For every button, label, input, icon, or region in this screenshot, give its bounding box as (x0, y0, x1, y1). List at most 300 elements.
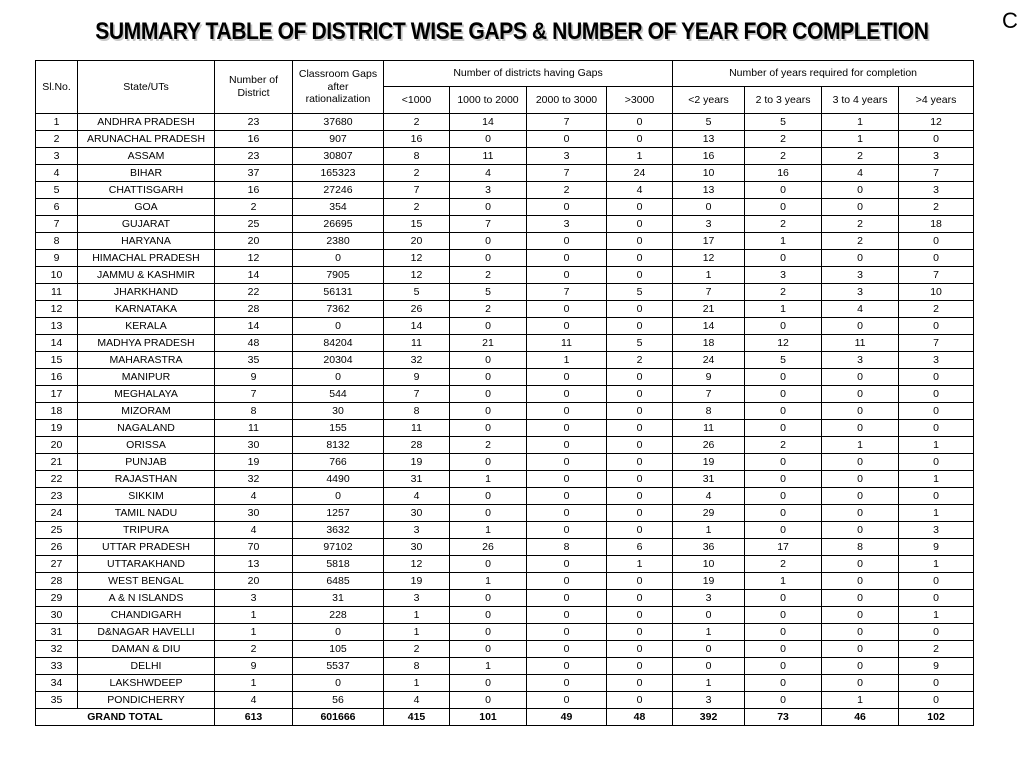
total-cell: 415 (384, 709, 450, 726)
table-row (36, 420, 974, 437)
gap-lt-1000-cell: 2 (384, 165, 450, 182)
gap-1000-2000-cell: 21 (450, 335, 527, 352)
years-lt-2-cell: 3 (673, 692, 745, 709)
state-name-cell: PONDICHERRY (78, 692, 215, 709)
table-row (36, 675, 974, 692)
gap-lt-1000-cell: 15 (384, 216, 450, 233)
gap-1000-2000-cell: 0 (450, 590, 527, 607)
years-3-4-cell: 1 (822, 131, 899, 148)
header-districts-group: Number of districts having Gaps (384, 61, 673, 87)
years-3-4-cell: 1 (822, 437, 899, 454)
years-gt-4-cell: 0 (899, 420, 974, 437)
years-2-3-cell: 12 (745, 335, 822, 352)
years-3-4-cell: 0 (822, 369, 899, 386)
state-name-cell: SIKKIM (78, 488, 215, 505)
table-row (36, 386, 974, 403)
gap-1000-2000-cell: 26 (450, 539, 527, 556)
years-gt-4-cell: 3 (899, 352, 974, 369)
classroom-gaps-cell: 228 (293, 607, 384, 624)
gap-1000-2000-cell: 0 (450, 403, 527, 420)
gap-lt-1000-cell: 2 (384, 641, 450, 658)
gap-gt-3000-cell: 0 (607, 233, 673, 250)
classroom-gaps-cell: 30 (293, 403, 384, 420)
years-3-4-cell: 0 (822, 607, 899, 624)
gap-1000-2000-cell: 0 (450, 454, 527, 471)
state-name-cell: DAMAN & DIU (78, 641, 215, 658)
years-lt-2-cell: 3 (673, 216, 745, 233)
classroom-gaps-cell: 3632 (293, 522, 384, 539)
gap-2000-3000-cell: 0 (527, 403, 607, 420)
classroom-gaps-cell: 0 (293, 488, 384, 505)
slno-cell: 4 (36, 165, 78, 182)
slno-cell: 33 (36, 658, 78, 675)
years-lt-2-cell: 1 (673, 267, 745, 284)
district-count-cell: 8 (215, 403, 293, 420)
years-2-3-cell: 1 (745, 301, 822, 318)
slno-cell: 14 (36, 335, 78, 352)
gap-gt-3000-cell: 24 (607, 165, 673, 182)
classroom-gaps-cell: 0 (293, 675, 384, 692)
district-count-cell: 9 (215, 658, 293, 675)
years-lt-2-cell: 0 (673, 658, 745, 675)
gap-lt-1000-cell: 7 (384, 386, 450, 403)
district-count-cell: 30 (215, 505, 293, 522)
classroom-gaps-cell: 0 (293, 369, 384, 386)
gap-gt-3000-cell: 4 (607, 182, 673, 199)
gap-2000-3000-cell: 0 (527, 692, 607, 709)
gap-gt-3000-cell: 0 (607, 658, 673, 675)
classroom-gaps-cell: 7362 (293, 301, 384, 318)
gap-1000-2000-cell: 0 (450, 607, 527, 624)
years-2-3-cell: 0 (745, 386, 822, 403)
years-3-4-cell: 0 (822, 505, 899, 522)
district-count-cell: 37 (215, 165, 293, 182)
gap-lt-1000-cell: 1 (384, 675, 450, 692)
district-count-cell: 19 (215, 454, 293, 471)
table-row (36, 267, 974, 284)
years-gt-4-cell: 1 (899, 471, 974, 488)
table-row (36, 505, 974, 522)
gap-2000-3000-cell: 0 (527, 267, 607, 284)
district-count-cell: 48 (215, 335, 293, 352)
table-row (36, 556, 974, 573)
state-name-cell: RAJASTHAN (78, 471, 215, 488)
gap-2000-3000-cell: 1 (527, 352, 607, 369)
gap-gt-3000-cell: 0 (607, 573, 673, 590)
gap-lt-1000-cell: 2 (384, 199, 450, 216)
gap-lt-1000-cell: 19 (384, 454, 450, 471)
classroom-gaps-cell: 8132 (293, 437, 384, 454)
years-lt-2-cell: 19 (673, 454, 745, 471)
gap-gt-3000-cell: 0 (607, 590, 673, 607)
gap-2000-3000-cell: 0 (527, 369, 607, 386)
years-lt-2-cell: 13 (673, 182, 745, 199)
years-gt-4-cell: 7 (899, 267, 974, 284)
district-count-cell: 1 (215, 675, 293, 692)
district-count-cell: 28 (215, 301, 293, 318)
years-3-4-cell: 0 (822, 420, 899, 437)
gap-gt-3000-cell: 0 (607, 369, 673, 386)
state-name-cell: A & N ISLANDS (78, 590, 215, 607)
slno-cell: 19 (36, 420, 78, 437)
gap-gt-3000-cell: 0 (607, 199, 673, 216)
years-gt-4-cell: 0 (899, 675, 974, 692)
gap-1000-2000-cell: 1 (450, 471, 527, 488)
years-lt-2-cell: 0 (673, 607, 745, 624)
district-count-cell: 25 (215, 216, 293, 233)
slno-cell: 24 (36, 505, 78, 522)
years-gt-4-cell: 0 (899, 454, 974, 471)
gap-1000-2000-cell: 0 (450, 199, 527, 216)
slno-cell: 9 (36, 250, 78, 267)
classroom-gaps-cell: 0 (293, 318, 384, 335)
header-districts-1000-2000: 1000 to 2000 (450, 87, 527, 114)
gap-2000-3000-cell: 0 (527, 573, 607, 590)
state-name-cell: PUNJAB (78, 454, 215, 471)
table-row (36, 148, 974, 165)
district-count-cell: 3 (215, 590, 293, 607)
years-gt-4-cell: 10 (899, 284, 974, 301)
years-2-3-cell: 2 (745, 148, 822, 165)
gap-2000-3000-cell: 0 (527, 505, 607, 522)
gap-2000-3000-cell: 0 (527, 590, 607, 607)
district-count-cell: 20 (215, 573, 293, 590)
grand-total-label: GRAND TOTAL (36, 709, 215, 726)
years-2-3-cell: 0 (745, 182, 822, 199)
slno-cell: 7 (36, 216, 78, 233)
years-3-4-cell: 8 (822, 539, 899, 556)
years-3-4-cell: 2 (822, 148, 899, 165)
total-cell: 73 (745, 709, 822, 726)
years-3-4-cell: 0 (822, 658, 899, 675)
years-lt-2-cell: 16 (673, 148, 745, 165)
classroom-gaps-cell: 1257 (293, 505, 384, 522)
years-gt-4-cell: 3 (899, 148, 974, 165)
gap-1000-2000-cell: 0 (450, 675, 527, 692)
classroom-gaps-cell: 766 (293, 454, 384, 471)
classroom-gaps-cell: 31 (293, 590, 384, 607)
table-row (36, 437, 974, 454)
gap-lt-1000-cell: 16 (384, 131, 450, 148)
total-cell: 613 (215, 709, 293, 726)
years-gt-4-cell: 0 (899, 403, 974, 420)
state-name-cell: KARNATAKA (78, 301, 215, 318)
state-name-cell: ARUNACHAL PRADESH (78, 131, 215, 148)
years-2-3-cell: 0 (745, 624, 822, 641)
years-lt-2-cell: 21 (673, 301, 745, 318)
table-row (36, 454, 974, 471)
years-2-3-cell: 1 (745, 573, 822, 590)
gap-gt-3000-cell: 1 (607, 148, 673, 165)
years-gt-4-cell: 1 (899, 437, 974, 454)
slno-cell: 16 (36, 369, 78, 386)
years-3-4-cell: 0 (822, 573, 899, 590)
years-2-3-cell: 1 (745, 233, 822, 250)
years-2-3-cell: 0 (745, 250, 822, 267)
state-name-cell: ASSAM (78, 148, 215, 165)
gap-gt-3000-cell: 0 (607, 454, 673, 471)
gap-1000-2000-cell: 5 (450, 284, 527, 301)
gap-gt-3000-cell: 2 (607, 352, 673, 369)
district-count-cell: 13 (215, 556, 293, 573)
gap-gt-3000-cell: 0 (607, 522, 673, 539)
years-gt-4-cell: 0 (899, 624, 974, 641)
table-row (36, 131, 974, 148)
years-gt-4-cell: 0 (899, 131, 974, 148)
years-gt-4-cell: 3 (899, 182, 974, 199)
years-2-3-cell: 0 (745, 369, 822, 386)
district-count-cell: 14 (215, 318, 293, 335)
years-gt-4-cell: 18 (899, 216, 974, 233)
gap-1000-2000-cell: 0 (450, 318, 527, 335)
years-3-4-cell: 4 (822, 301, 899, 318)
gap-lt-1000-cell: 12 (384, 250, 450, 267)
district-count-cell: 2 (215, 641, 293, 658)
state-name-cell: CHATTISGARH (78, 182, 215, 199)
years-2-3-cell: 2 (745, 216, 822, 233)
state-name-cell: JHARKHAND (78, 284, 215, 301)
gap-lt-1000-cell: 3 (384, 522, 450, 539)
table-row (36, 335, 974, 352)
gap-2000-3000-cell: 0 (527, 675, 607, 692)
state-name-cell: ORISSA (78, 437, 215, 454)
gap-lt-1000-cell: 1 (384, 624, 450, 641)
years-lt-2-cell: 24 (673, 352, 745, 369)
gap-lt-1000-cell: 9 (384, 369, 450, 386)
total-cell: 48 (607, 709, 673, 726)
table-row (36, 233, 974, 250)
table-row (36, 301, 974, 318)
district-count-cell: 30 (215, 437, 293, 454)
gap-lt-1000-cell: 11 (384, 420, 450, 437)
header-state: State/UTs (78, 61, 215, 114)
years-3-4-cell: 2 (822, 216, 899, 233)
years-3-4-cell: 1 (822, 114, 899, 131)
years-gt-4-cell: 1 (899, 556, 974, 573)
classroom-gaps-cell: 56131 (293, 284, 384, 301)
state-name-cell: LAKSHWDEEP (78, 675, 215, 692)
slno-cell: 32 (36, 641, 78, 658)
district-count-cell: 7 (215, 386, 293, 403)
classroom-gaps-cell: 354 (293, 199, 384, 216)
years-gt-4-cell: 12 (899, 114, 974, 131)
years-lt-2-cell: 36 (673, 539, 745, 556)
years-lt-2-cell: 7 (673, 284, 745, 301)
gap-lt-1000-cell: 8 (384, 148, 450, 165)
table-row (36, 250, 974, 267)
years-gt-4-cell: 0 (899, 573, 974, 590)
years-3-4-cell: 0 (822, 471, 899, 488)
gap-2000-3000-cell: 3 (527, 216, 607, 233)
years-gt-4-cell: 2 (899, 199, 974, 216)
years-gt-4-cell: 9 (899, 658, 974, 675)
table-row (36, 658, 974, 675)
years-3-4-cell: 0 (822, 250, 899, 267)
total-cell: 601666 (293, 709, 384, 726)
classroom-gaps-cell: 56 (293, 692, 384, 709)
gap-1000-2000-cell: 2 (450, 301, 527, 318)
state-name-cell: KERALA (78, 318, 215, 335)
years-lt-2-cell: 29 (673, 505, 745, 522)
table-row (36, 352, 974, 369)
classroom-gaps-cell: 0 (293, 624, 384, 641)
gap-2000-3000-cell: 0 (527, 301, 607, 318)
years-3-4-cell: 4 (822, 165, 899, 182)
gap-2000-3000-cell: 0 (527, 437, 607, 454)
years-gt-4-cell: 0 (899, 250, 974, 267)
gap-lt-1000-cell: 11 (384, 335, 450, 352)
years-gt-4-cell: 1 (899, 505, 974, 522)
district-count-cell: 2 (215, 199, 293, 216)
state-name-cell: HIMACHAL PRADESH (78, 250, 215, 267)
gap-2000-3000-cell: 0 (527, 250, 607, 267)
classroom-gaps-cell: 155 (293, 420, 384, 437)
grand-total-row (36, 709, 974, 726)
gap-gt-3000-cell: 0 (607, 216, 673, 233)
classroom-gaps-cell: 105 (293, 641, 384, 658)
slno-cell: 27 (36, 556, 78, 573)
gap-gt-3000-cell: 0 (607, 488, 673, 505)
years-2-3-cell: 0 (745, 522, 822, 539)
gap-2000-3000-cell: 0 (527, 318, 607, 335)
years-lt-2-cell: 1 (673, 624, 745, 641)
gap-lt-1000-cell: 4 (384, 488, 450, 505)
slno-cell: 29 (36, 590, 78, 607)
gap-2000-3000-cell: 0 (527, 641, 607, 658)
years-lt-2-cell: 13 (673, 131, 745, 148)
years-2-3-cell: 0 (745, 488, 822, 505)
gap-1000-2000-cell: 0 (450, 131, 527, 148)
table-row (36, 318, 974, 335)
slno-cell: 10 (36, 267, 78, 284)
years-lt-2-cell: 0 (673, 199, 745, 216)
table-row (36, 641, 974, 658)
years-lt-2-cell: 18 (673, 335, 745, 352)
gap-2000-3000-cell: 7 (527, 165, 607, 182)
slno-cell: 8 (36, 233, 78, 250)
gap-lt-1000-cell: 5 (384, 284, 450, 301)
district-count-cell: 16 (215, 182, 293, 199)
classroom-gaps-cell: 7905 (293, 267, 384, 284)
gap-lt-1000-cell: 32 (384, 352, 450, 369)
years-lt-2-cell: 4 (673, 488, 745, 505)
years-2-3-cell: 2 (745, 131, 822, 148)
gap-gt-3000-cell: 0 (607, 471, 673, 488)
gap-gt-3000-cell: 0 (607, 114, 673, 131)
years-3-4-cell: 2 (822, 233, 899, 250)
state-name-cell: HARYANA (78, 233, 215, 250)
state-name-cell: ANDHRA PRADESH (78, 114, 215, 131)
years-gt-4-cell: 0 (899, 233, 974, 250)
slno-cell: 25 (36, 522, 78, 539)
gap-2000-3000-cell: 7 (527, 114, 607, 131)
years-3-4-cell: 0 (822, 624, 899, 641)
classroom-gaps-cell: 26695 (293, 216, 384, 233)
gap-2000-3000-cell: 0 (527, 386, 607, 403)
years-3-4-cell: 0 (822, 556, 899, 573)
summary-table (35, 60, 974, 726)
years-2-3-cell: 3 (745, 267, 822, 284)
gap-lt-1000-cell: 20 (384, 233, 450, 250)
gap-2000-3000-cell: 11 (527, 335, 607, 352)
years-3-4-cell: 3 (822, 267, 899, 284)
years-lt-2-cell: 3 (673, 590, 745, 607)
header-slno: Sl.No. (36, 61, 78, 114)
district-count-cell: 4 (215, 522, 293, 539)
gap-gt-3000-cell: 5 (607, 284, 673, 301)
classroom-gaps-cell: 6485 (293, 573, 384, 590)
gap-gt-3000-cell: 0 (607, 250, 673, 267)
years-2-3-cell: 0 (745, 199, 822, 216)
gap-lt-1000-cell: 12 (384, 556, 450, 573)
years-3-4-cell: 0 (822, 675, 899, 692)
state-name-cell: MEGHALAYA (78, 386, 215, 403)
table-row (36, 165, 974, 182)
years-lt-2-cell: 17 (673, 233, 745, 250)
table-row (36, 488, 974, 505)
district-count-cell: 23 (215, 148, 293, 165)
table-body (36, 114, 974, 709)
years-lt-2-cell: 7 (673, 386, 745, 403)
years-gt-4-cell: 0 (899, 386, 974, 403)
table-row (36, 539, 974, 556)
gap-gt-3000-cell: 5 (607, 335, 673, 352)
gap-2000-3000-cell: 0 (527, 522, 607, 539)
district-count-cell: 22 (215, 284, 293, 301)
gap-2000-3000-cell: 8 (527, 539, 607, 556)
table-row (36, 692, 974, 709)
years-3-4-cell: 0 (822, 386, 899, 403)
gap-1000-2000-cell: 0 (450, 556, 527, 573)
years-3-4-cell: 0 (822, 182, 899, 199)
gap-1000-2000-cell: 0 (450, 505, 527, 522)
years-lt-2-cell: 9 (673, 369, 745, 386)
gap-1000-2000-cell: 11 (450, 148, 527, 165)
years-lt-2-cell: 0 (673, 641, 745, 658)
slno-cell: 20 (36, 437, 78, 454)
header-classroom-gaps: Classroom Gaps after rationalization (293, 61, 384, 114)
classroom-gaps-cell: 544 (293, 386, 384, 403)
table-row (36, 284, 974, 301)
gap-2000-3000-cell: 0 (527, 607, 607, 624)
gap-1000-2000-cell: 1 (450, 573, 527, 590)
gap-gt-3000-cell: 0 (607, 641, 673, 658)
years-2-3-cell: 0 (745, 607, 822, 624)
classroom-gaps-cell: 20304 (293, 352, 384, 369)
years-lt-2-cell: 5 (673, 114, 745, 131)
gap-1000-2000-cell: 0 (450, 641, 527, 658)
state-name-cell: CHANDIGARH (78, 607, 215, 624)
years-lt-2-cell: 26 (673, 437, 745, 454)
years-2-3-cell: 0 (745, 420, 822, 437)
slno-cell: 21 (36, 454, 78, 471)
total-cell: 101 (450, 709, 527, 726)
slno-cell: 35 (36, 692, 78, 709)
years-lt-2-cell: 11 (673, 420, 745, 437)
slno-cell: 28 (36, 573, 78, 590)
years-lt-2-cell: 1 (673, 522, 745, 539)
years-3-4-cell: 0 (822, 199, 899, 216)
gap-lt-1000-cell: 4 (384, 692, 450, 709)
years-2-3-cell: 0 (745, 471, 822, 488)
years-gt-4-cell: 0 (899, 318, 974, 335)
state-name-cell: MADHYA PRADESH (78, 335, 215, 352)
years-lt-2-cell: 14 (673, 318, 745, 335)
gap-1000-2000-cell: 0 (450, 352, 527, 369)
state-name-cell: JAMMU & KASHMIR (78, 267, 215, 284)
years-lt-2-cell: 10 (673, 165, 745, 182)
classroom-gaps-cell: 27246 (293, 182, 384, 199)
